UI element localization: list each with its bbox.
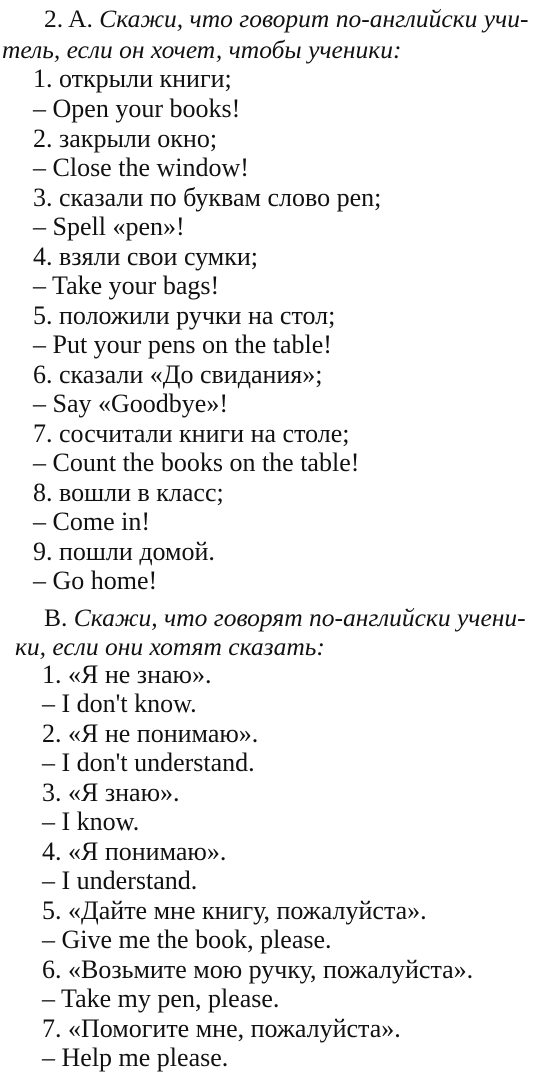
section-a-item-1-ru: 1. открыли книги; bbox=[33, 64, 232, 93]
section-b-item-7-ru: 7. «Помогите мне, пожалуйста». bbox=[42, 1014, 401, 1043]
section-b-item-4-ru: 4. «Я понимаю». bbox=[42, 837, 227, 866]
section-b-instruction-line2: ки, если они хотят сказать: bbox=[15, 632, 325, 661]
section-b-heading-line1 bbox=[44, 603, 526, 632]
section-b-label: B. bbox=[44, 603, 68, 632]
section-a-item-7-ru: 7. сосчитали книги на столе; bbox=[33, 419, 350, 448]
section-b-item-3-en: – I know. bbox=[42, 807, 140, 836]
section-b-item-2-ru: 2. «Я не понимаю». bbox=[42, 719, 259, 748]
section-a-heading-line1 bbox=[44, 4, 528, 33]
section-b-item-1-en: – I don't know. bbox=[42, 689, 197, 718]
section-b-item-6-ru: 6. «Возьмите мою ручку, пожалуйста». bbox=[42, 955, 474, 984]
section-b-item-5-ru: 5. «Дайте мне книгу, пожалуйста». bbox=[42, 896, 427, 925]
section-b-item-2-en: – I don't understand. bbox=[42, 748, 255, 777]
section-a-item-7-en: – Count the books on the table! bbox=[33, 448, 360, 477]
section-a-item-5-en: – Put your pens on the table! bbox=[33, 330, 332, 359]
section-b-item-4-en: – I understand. bbox=[42, 866, 198, 895]
section-a-item-1-en: – Open your books! bbox=[33, 94, 241, 123]
section-a-item-4-ru: 4. взяли свои сумки; bbox=[33, 242, 259, 271]
section-a-label: 2. A. bbox=[44, 4, 93, 33]
section-a-item-3-en: – Spell «pen»! bbox=[33, 212, 185, 241]
section-a-item-3-ru: 3. сказали по буквам слово pen; bbox=[33, 183, 382, 212]
section-a-item-9-en: – Go home! bbox=[33, 566, 158, 595]
section-b-item-5-en: – Give me the book, please. bbox=[42, 925, 332, 954]
section-b-item-7-en: – Help me please. bbox=[42, 1043, 229, 1072]
section-a-item-6-en: – Say «Goodbye»! bbox=[33, 389, 228, 418]
section-b-instruction-line1: Скажи, что говорят по-английски учени- bbox=[73, 603, 526, 632]
section-a-item-4-en: – Take your bags! bbox=[33, 271, 220, 300]
section-a-item-9-ru: 9. пошли домой. bbox=[33, 537, 215, 566]
section-a-item-5-ru: 5. положили ручки на стол; bbox=[33, 301, 336, 330]
section-a-instruction-line2: тель, если он хочет, чтобы ученики: bbox=[2, 35, 402, 64]
section-b-item-3-ru: 3. «Я знаю». bbox=[42, 778, 180, 807]
section-b-item-6-en: – Take my pen, please. bbox=[42, 984, 280, 1013]
section-a-item-2-en: – Close the window! bbox=[33, 153, 249, 182]
section-a-heading-line2 bbox=[2, 35, 401, 64]
section-a-item-6-ru: 6. сказали «До свидания»; bbox=[33, 360, 323, 389]
section-a-instruction-line1: Скажи, что говорит по-английски учи- bbox=[99, 4, 529, 33]
section-a-item-2-ru: 2. закрыли окно; bbox=[33, 124, 218, 153]
section-a-item-8-en: – Come in! bbox=[33, 507, 150, 536]
section-b-item-1-ru: 1. «Я не знаю». bbox=[42, 660, 212, 689]
section-a-item-8-ru: 8. вошли в класс; bbox=[33, 478, 224, 507]
section-b-heading-line2 bbox=[15, 632, 325, 661]
